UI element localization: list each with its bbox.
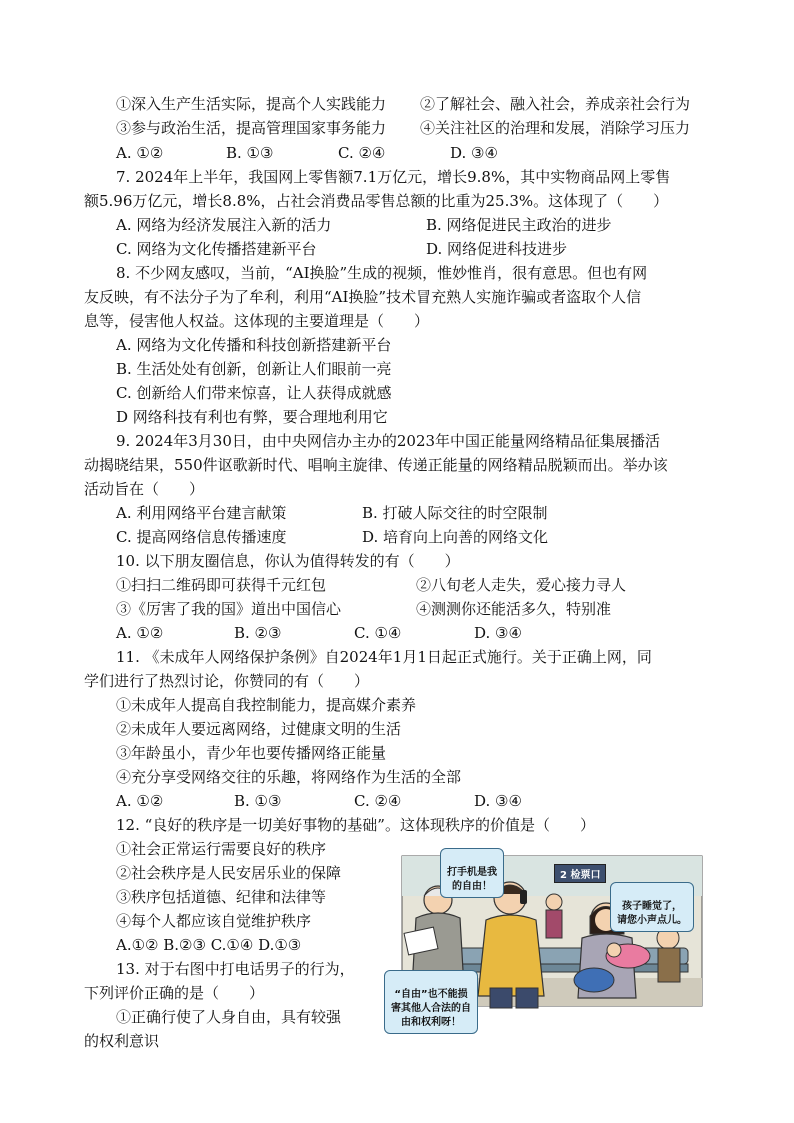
q10-option-4: ④测测你还能活多久，特别准 <box>416 600 612 618</box>
q11-stem-line-1: 11. 《未成年人网络保护条例》自2024年1月1日起正式施行。关于正确上网，同 <box>116 648 652 666</box>
q10-option-1: ①扫扫二维码即可获得千元红包 <box>116 576 327 594</box>
speech-bubble-mother <box>610 882 694 932</box>
q6-choice-a: A. ①② <box>116 144 164 162</box>
q8-option-a: A. 网络为文化传播和科技创新搭建新平台 <box>116 336 392 354</box>
q12-choices: A.①② B.②③ C.①④ D.①③ <box>116 936 302 954</box>
q13-stem-line-1: 13. 对于右图中打电话男子的行为， <box>116 960 355 978</box>
q6-choice-c: C. ②④ <box>338 144 386 162</box>
q12-option-4: ④每个人都应该自觉维护秩序 <box>116 912 312 930</box>
q7-options-row-1 <box>116 213 736 237</box>
q9-options-row-2 <box>116 525 736 549</box>
q6-options-row-2 <box>116 116 736 140</box>
q8-stem-line-2: 友反映，有不法分子为了牟利，利用“AI换脸”技术冒充熟人实施诈骗或者盗取个人信 <box>84 288 642 306</box>
q9-stem-line-1: 9. 2024年3月30日，由中央网信办主办的2023年中国正能量网络精品征集展播活 <box>116 432 661 450</box>
q13-option-1-line-1: ①正确行使了人身自由，具有较强 <box>116 1008 342 1026</box>
q8-option-c: C. 创新给人们带来惊喜，让人获得成就感 <box>116 384 392 402</box>
q10-choice-d: D. ③④ <box>474 624 522 642</box>
q12-option-1: ①社会正常运行需要良好的秩序 <box>116 840 327 858</box>
speech-bubble-phone-man <box>440 848 504 898</box>
q10-choice-c: C. ①④ <box>354 624 402 642</box>
speech-bubble-mother-text: 孩子睡觉了， 请您小声点儿。 <box>617 901 687 926</box>
q7-option-b: B. 网络促进民主政治的进步 <box>426 216 612 234</box>
q11-choice-b: B. ①③ <box>234 792 282 810</box>
q11-option-2: ②未成年人要远离网络，过健康文明的生活 <box>116 720 402 738</box>
gate-sign-text: 2 检票口 <box>560 870 601 881</box>
q10-stem: 10. 以下朋友圈信息，你认为值得转发的有（ ） <box>116 552 460 570</box>
q11-choice-d: D. ③④ <box>474 792 522 810</box>
q9-option-c: C. 提高网络信息传播速度 <box>116 528 287 546</box>
q12-stem: 12. “良好的秩序是一切美好事物的基础”。这体现秩序的价值是（ ） <box>116 816 595 834</box>
gate-sign <box>554 864 606 883</box>
q10-option-2: ②八旬老人走失，爱心接力寻人 <box>416 576 627 594</box>
q10-options-row-2 <box>116 597 736 621</box>
q10-options-row-1 <box>116 573 736 597</box>
q11-option-3: ③年龄虽小，青少年也要传播网络正能量 <box>116 744 387 762</box>
q6-choice-d: D. ③④ <box>450 144 498 162</box>
q6-option-1: ①深入生产生活实际，提高个人实践能力 <box>116 95 387 113</box>
q11-choice-a: A. ①② <box>116 792 164 810</box>
q10-choice-b: B. ②③ <box>234 624 282 642</box>
q7-stem-line-2: 额5.96万亿元，增长8.8%，占社会消费品零售总额的比重为25.3%。这体现了（ ） <box>84 192 669 210</box>
q6-option-2: ②了解社会、融入社会，养成亲社会行为 <box>420 95 691 113</box>
q11-stem-line-2: 学们进行了热烈讨论，你赞同的有（ ） <box>84 672 370 690</box>
q12-option-3: ③秩序包括道德、纪律和法律等 <box>116 888 327 906</box>
q9-options-row-1 <box>116 501 736 525</box>
speech-bubble-phone-man-text: 打手机是我 的自由！ <box>447 867 497 892</box>
speech-bubble-bottom-text: “自由”也不能损 害其他人合法的自 由和权利呀！ <box>391 989 471 1028</box>
q9-stem-line-2: 动揭晓结果，550件讴歌新时代、唱响主旋律、传递正能量的网络精品脱颖而出。举办该 <box>84 456 668 474</box>
q8-stem-line-3: 息等，侵害他人权益。这体现的主要道理是（ ） <box>84 312 430 330</box>
q11-choice-c: C. ②④ <box>354 792 402 810</box>
q9-option-b: B. 打破人际交往的时空限制 <box>362 504 548 522</box>
speech-bubble-bottom <box>384 970 478 1034</box>
q9-option-d: D. 培育向上向善的网络文化 <box>362 528 549 546</box>
waiting-room-illustration <box>378 838 712 1028</box>
q7-option-c: C. 网络为文化传播搭建新平台 <box>116 240 317 258</box>
q6-option-3: ③参与政治生活，提高管理国家事务能力 <box>116 119 387 137</box>
q8-option-d: D 网络科技有利也有弊，要合理地利用它 <box>116 408 388 426</box>
q11-option-1: ①未成年人提高自我控制能力，提高媒介素养 <box>116 696 417 714</box>
q7-options-row-2 <box>116 237 736 261</box>
q10-choice-a: A. ①② <box>116 624 164 642</box>
q6-choice-b: B. ①③ <box>226 144 274 162</box>
q11-option-4: ④充分享受网络交往的乐趣，将网络作为生活的全部 <box>116 768 462 786</box>
q8-stem-line-1: 8. 不少网友感叹，当前，“AI换脸”生成的视频，惟妙惟肖，很有意思。但也有网 <box>116 264 648 282</box>
q13-stem-line-2: 下列评价正确的是（ ） <box>84 984 265 1002</box>
q10-option-3: ③《厉害了我的国》道出中国信心 <box>116 600 342 618</box>
q7-option-d: D. 网络促进科技进步 <box>426 240 568 258</box>
q12-option-2: ②社会秩序是人民安居乐业的保障 <box>116 864 342 882</box>
q7-stem-line-1: 7. 2024年上半年，我国网上零售额7.1万亿元，增长9.8%，其中实物商品网上零售 <box>116 168 671 186</box>
q7-option-a: A. 网络为经济发展注入新的活力 <box>116 216 332 234</box>
q8-option-b: B. 生活处处有创新，创新让人们眼前一亮 <box>116 360 392 378</box>
q6-options-row-1 <box>116 92 736 116</box>
q6-option-4: ④关注社区的治理和发展，消除学习压力 <box>420 119 691 137</box>
q9-stem-line-3: 活动旨在（ ） <box>84 480 205 498</box>
q13-option-1-line-2: 的权利意识 <box>84 1032 160 1050</box>
q9-option-a: A. 利用网络平台建言献策 <box>116 504 287 522</box>
